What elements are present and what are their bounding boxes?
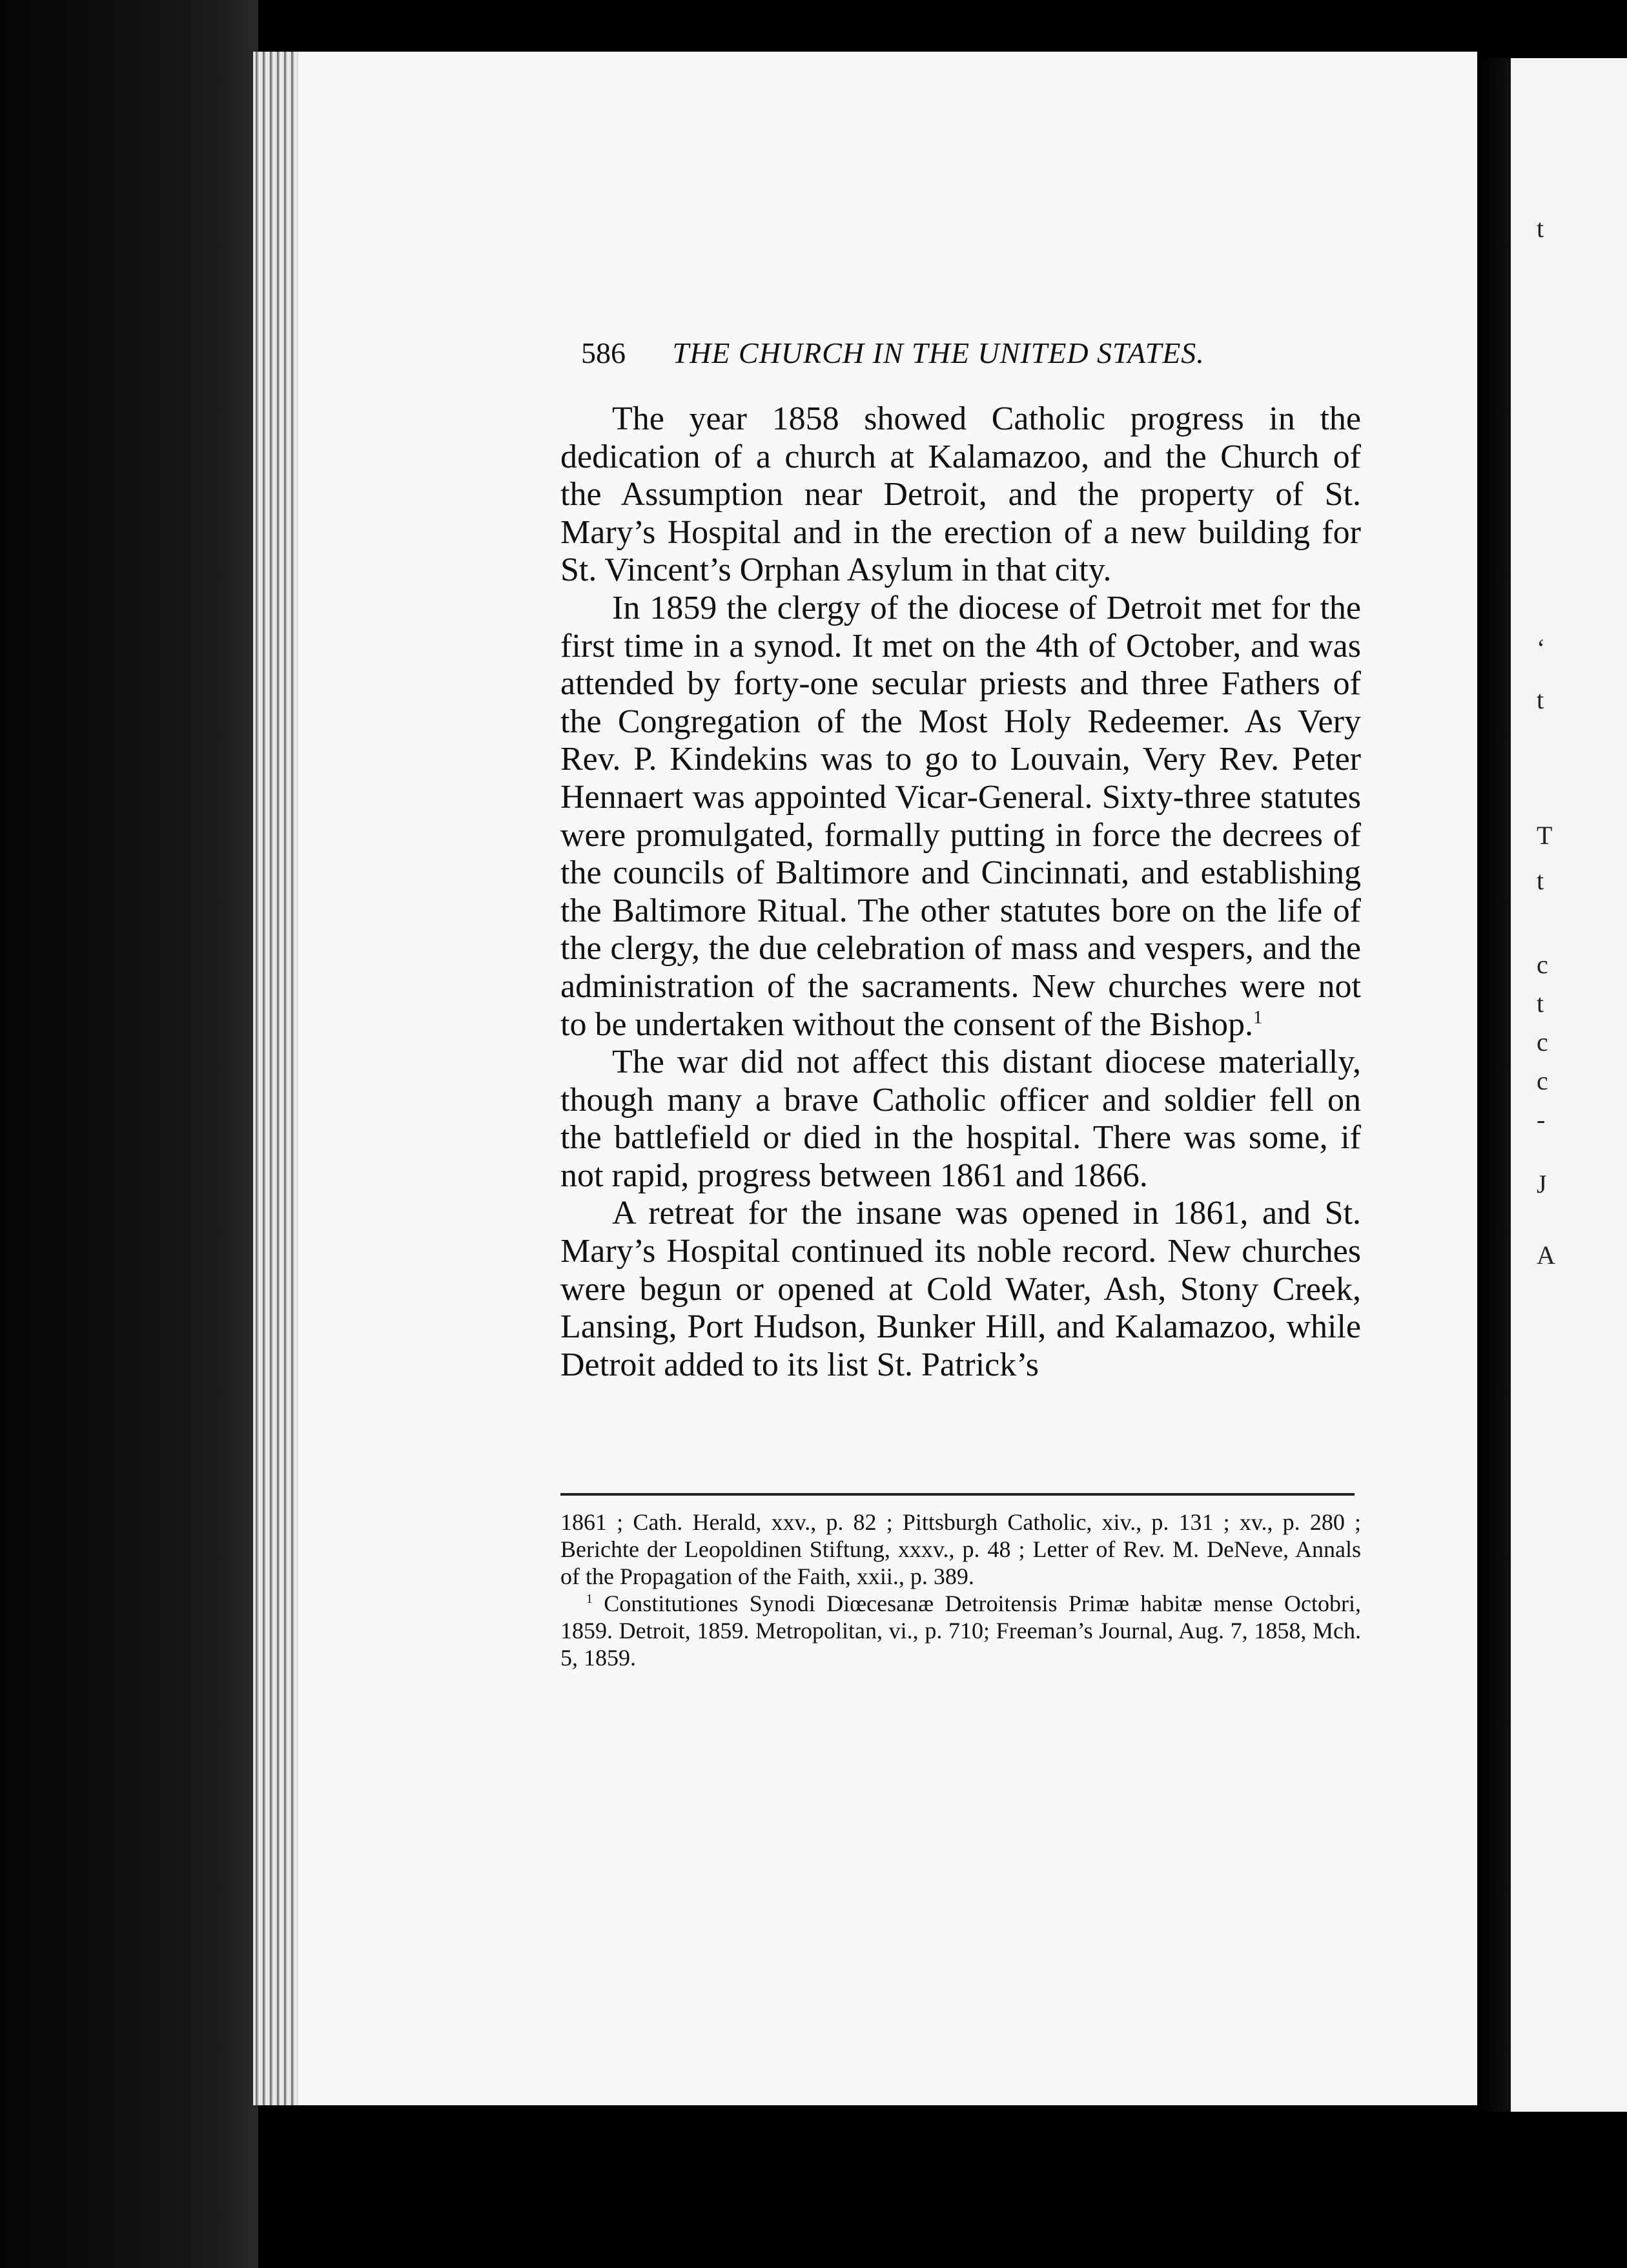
facing-page-glyph: A (1537, 1241, 1555, 1270)
facing-page-glyph: t (1537, 214, 1544, 243)
facing-page-glyph: J (1537, 1170, 1547, 1199)
paragraph: The war did not affect this distant diocese materially, though many a brave Catholic officer and soldier fell on the battlefield or died in the hospital. There was some, if not rapid, progress between 1861 and 1866. (560, 1044, 1361, 1194)
facing-page-glyph: ‘ (1537, 634, 1546, 663)
facing-page (1511, 58, 1627, 2112)
footnote-text: Constitutiones Synodi Diœcesanæ Detroitensis Primæ habitæ mense Octobri, 1859. Detroit, 1859. Metropolitan, vi., p. 710; Freeman’s Journal, Aug. 7, 1858, Mch. 5, 1859. (560, 1591, 1361, 1671)
facing-page-glyph: c (1537, 1066, 1548, 1095)
paragraph: A retreat for the insane was opened in 1861, and St. Mary’s Hospital continued its noble record. New churches were begun or opened at Cold Water, Ash, Stony Creek, Lansing, Port Hudson, Bunker Hill, and Kalamazoo, while Detroit added to its list St. Patrick’s (560, 1195, 1361, 1383)
footnote-reference: 1 (1253, 1007, 1263, 1028)
book-binding-shadow (0, 0, 258, 2268)
page-edges (253, 52, 298, 2105)
facing-page-glyph: - (1537, 1105, 1546, 1134)
facing-page-glyph: T (1537, 821, 1553, 850)
paragraph: The year 1858 showed Catholic progress in the dedication of a church at Kalamazoo, and the Church of the Assumption near Detroit, and the property of St. Mary’s Hospital and in the erection of a new building for St. Vincent’s Orphan Asylum in that city. (560, 400, 1361, 589)
footnote-continued: 1861 ; Cath. Herald, xxv., p. 82 ; Pittsburgh Catholic, xiv., p. 131 ; xv., p. 280 ; Berichte der Leopoldinen Stiftung, xxxv., p. 48 ; Letter of Rev. M. DeNeve, Annals of the Propagation of the Faith, xxii., p. 389. (560, 1509, 1361, 1589)
paragraph (560, 590, 1361, 1044)
facing-page-glyph: t (1537, 685, 1544, 714)
page-number: 586 (581, 336, 626, 369)
footnote-mark: 1 (586, 1592, 593, 1606)
footnote-divider (560, 1493, 1355, 1496)
facing-page-glyph: t (1537, 866, 1544, 895)
body-text (560, 400, 1361, 1384)
facing-page-gutter (1477, 58, 1511, 2112)
running-header (581, 336, 1278, 370)
facing-page-glyph: c (1537, 950, 1548, 979)
running-title: THE CHURCH IN THE UNITED STATES. (672, 336, 1205, 369)
paragraph-text: In 1859 the clergy of the diocese of Detroit met for the first time in a synod. It met on the 4th of October, and was attended by forty-one secular priests and three Fathers of the Congregation of the Most Holy Redeemer. As Very Rev. P. Kindekins was to go to Louvain, Very Rev. Peter Hennaert was appointed Vicar-General. Sixty-three statutes were promulgated, formally putting in force the decrees of the councils of Baltimore and Cincinnati, and establishing the Baltimore Ritual. The other statutes bore on the life of the clergy, the due celebration of mass and vespers, and the administration of the sacraments. New churches were not to be undertaken without the consent of the Bishop. (560, 589, 1361, 1043)
facing-page-glyph: t (1537, 989, 1544, 1018)
facing-page-glyph: c (1537, 1027, 1548, 1057)
footnote (560, 1590, 1361, 1671)
footnotes (560, 1509, 1361, 1671)
